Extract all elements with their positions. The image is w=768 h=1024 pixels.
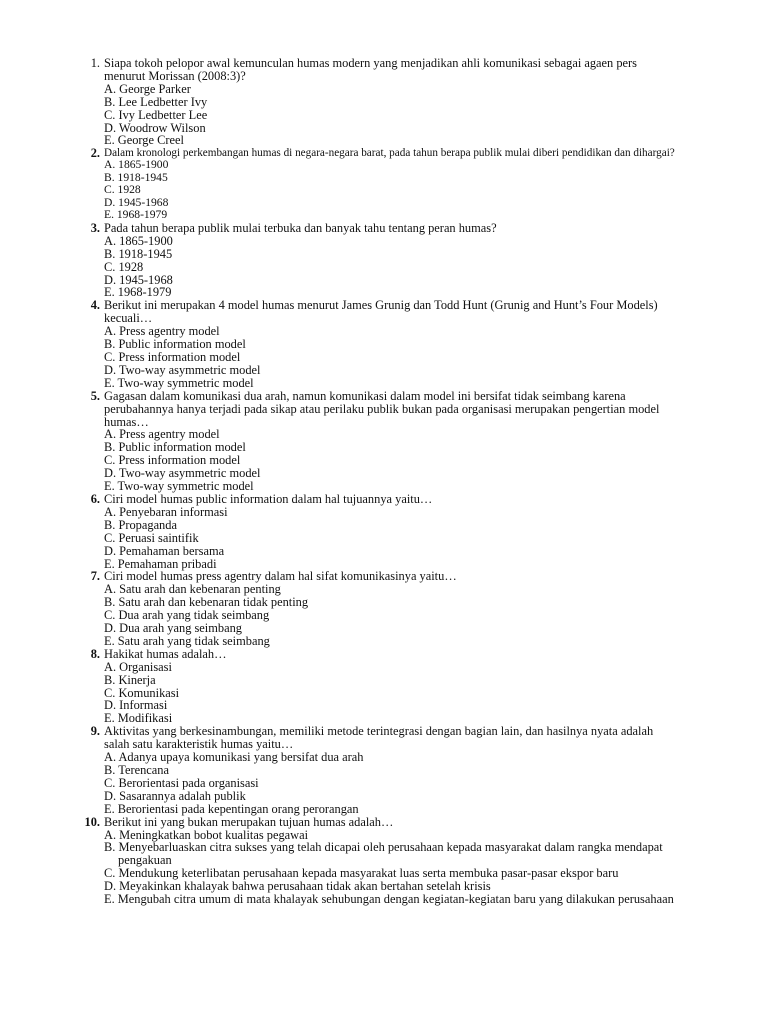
option-e: E. 1968-1979 xyxy=(104,208,168,222)
question-8 xyxy=(80,648,680,725)
question-list xyxy=(80,57,680,906)
option-c: C. Mendukung keterlibatan perusahaan kepada masyarakat luas serta membuka pasar-pasar ekspor baru xyxy=(104,866,619,881)
option-c: C. Dua arah yang tidak seimbang xyxy=(104,608,270,623)
question-number: 8. xyxy=(90,646,100,661)
option-list xyxy=(104,506,680,571)
question-9 xyxy=(80,725,680,815)
option-list xyxy=(104,751,680,816)
option-c: C. 1928 xyxy=(104,183,141,197)
question-number: 5. xyxy=(90,388,100,403)
option-c: C. Press information model xyxy=(104,453,241,468)
question-2 xyxy=(80,147,680,222)
option-b: B. Satu arah dan kebenaran tidak penting xyxy=(104,595,309,610)
option-a: A. 1865-1900 xyxy=(104,158,169,172)
option-c: C. Ivy Ledbetter Lee xyxy=(104,107,208,122)
option-c: C. Peruasi saintifik xyxy=(104,530,199,545)
question-4 xyxy=(80,299,680,389)
option-d: D. 1945-1968 xyxy=(104,272,173,287)
option-e: E. Pemahaman pribadi xyxy=(104,556,217,571)
question-text: Pada tahun berapa publik mulai terbuka dan banyak tahu tentang peran humas? xyxy=(104,220,497,235)
option-b: B. Public information model xyxy=(104,440,246,455)
question-text: Dalam kronologi perkembangan humas di negara-negara barat, pada tahun berapa publik mulai diberi pendidikan dan dihargai? xyxy=(104,147,675,160)
option-list xyxy=(104,583,680,648)
option-e: E. Berorientasi pada kepentingan orang perorangan xyxy=(104,801,359,816)
option-a: A. Organisasi xyxy=(104,659,172,674)
question-6 xyxy=(80,493,680,570)
question-text: Berikut ini merupakan 4 model humas menurut James Grunig dan Todd Hunt (Grunig and Hunt’s Four Models) kecuali… xyxy=(104,298,658,326)
option-c: C. Komunikasi xyxy=(104,685,180,700)
option-a: A. Adanya upaya komunikasi yang bersifat dua arah xyxy=(104,750,364,765)
question-text: Gagasan dalam komunikasi dua arah, namun komunikasi dalam model ini bersifat tidak seimbang karena perubahannya hanya terjadi pada sikap atau perilaku publik bukan pada organisasi merupakan pengertian model humas… xyxy=(104,388,660,429)
question-5 xyxy=(80,390,680,493)
option-e: E. 1968-1979 xyxy=(104,285,172,300)
question-text: Ciri model humas press agentry dalam hal sifat komunikasinya yaitu… xyxy=(104,569,457,584)
option-d: D. Woodrow Wilson xyxy=(104,120,206,135)
option-d: D. 1945-1968 xyxy=(104,195,169,209)
question-text: Berikut ini yang bukan merupakan tujuan humas adalah… xyxy=(104,814,394,829)
option-e: E. Satu arah yang tidak seimbang xyxy=(104,633,270,648)
option-b: B. 1918-1945 xyxy=(104,170,168,184)
option-e: E. Modifikasi xyxy=(104,711,173,726)
question-number: 1. xyxy=(90,56,100,70)
option-c: C. Press information model xyxy=(104,350,241,364)
question-text: Siapa tokoh pelopor awal kemunculan humas modern yang menjadikan ahli komunikasi sebagai agaen pers menurut Morissan (2008:3)? xyxy=(104,56,637,83)
option-a: A. Press agentry model xyxy=(104,427,220,442)
option-d: D. Pemahaman bersama xyxy=(104,543,225,558)
option-d: D. Informasi xyxy=(104,698,168,713)
question-3 xyxy=(80,222,680,299)
option-list xyxy=(104,235,680,300)
question-number: 3. xyxy=(90,220,100,235)
option-d: D. Dua arah yang seimbang xyxy=(104,621,242,636)
option-c: C. Berorientasi pada organisasi xyxy=(104,775,259,790)
option-b: B. Lee Ledbetter Ivy xyxy=(104,94,208,109)
question-7 xyxy=(80,570,680,647)
option-list xyxy=(104,325,680,390)
question-number: 4. xyxy=(90,298,100,313)
question-text: Hakikat humas adalah… xyxy=(104,646,227,661)
option-d: D. Two-way asymmetric model xyxy=(104,466,261,481)
option-list xyxy=(104,661,680,726)
option-c: C. 1928 xyxy=(104,259,144,274)
option-a: A. Penyebaran informasi xyxy=(104,504,228,519)
question-number: 2. xyxy=(90,146,100,161)
option-d: D. Two-way asymmetric model xyxy=(104,362,261,377)
option-b: B. Public information model xyxy=(104,337,246,352)
option-a: A. Meningkatkan bobot kualitas pegawai xyxy=(104,827,309,842)
option-b: B. 1918-1945 xyxy=(104,246,173,261)
option-e: E. Mengubah citra umum di mata khalayak sehubungan dengan kegiatan-kegiatan baru yang dilakukan perusahaan xyxy=(104,892,674,907)
option-b: B. Terencana xyxy=(104,763,169,777)
option-e: E. George Creel xyxy=(104,133,184,148)
option-list xyxy=(104,159,680,222)
question-number: 7. xyxy=(90,569,100,584)
option-b: B. Propaganda xyxy=(104,517,177,532)
question-number: 10. xyxy=(84,814,100,829)
option-list xyxy=(104,83,680,148)
option-b: B. Kinerja xyxy=(104,672,156,687)
question-10 xyxy=(80,816,680,906)
option-e: E. Two-way symmetric model xyxy=(104,479,254,494)
option-list xyxy=(104,428,680,493)
option-a: A. Satu arah dan kebenaran penting xyxy=(104,582,281,597)
option-list xyxy=(104,829,680,906)
question-number: 9. xyxy=(90,724,100,739)
question-text: Ciri model humas public information dalam hal tujuannya yaitu… xyxy=(104,491,433,506)
question-1 xyxy=(80,57,680,147)
option-b: B. Menyebarluaskan citra sukses yang telah dicapai oleh perusahaan kepada masyarakat dalam rangka mendapat pengakuan xyxy=(104,840,663,868)
question-text: Aktivitas yang berkesinambungan, memiliki metode terintegrasi dengan bagian lain, dan hasilnya nyata adalah salah satu karakteristik humas yaitu… xyxy=(104,724,654,752)
option-d: D. Meyakinkan khalayak bahwa perusahaan tidak akan bertahan setelah krisis xyxy=(104,879,491,894)
option-a: A. Press agentry model xyxy=(104,324,220,339)
option-a: A. 1865-1900 xyxy=(104,233,173,248)
option-a: A. George Parker xyxy=(104,81,191,96)
option-d: D. Sasarannya adalah publik xyxy=(104,788,246,803)
question-number: 6. xyxy=(90,491,100,506)
option-e: E. Two-way symmetric model xyxy=(104,375,254,390)
